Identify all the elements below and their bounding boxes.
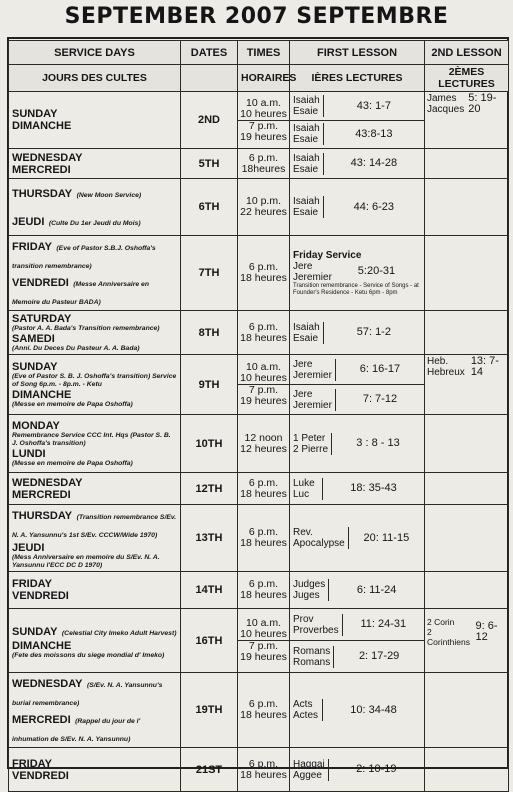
time-fr: 18 heures [240,272,287,284]
book-fr: Esaie [293,106,319,117]
book-fr: Apocalypse [293,538,345,549]
day-fr: MERCREDI [12,488,71,501]
day-fr: MERCREDI [12,714,71,726]
day-note: (Messe en memoire de Papa Oshoffa) [12,459,133,467]
time-fr: 18 heures [240,331,287,344]
header-lectures-2: 2ÈMES LECTURES [425,65,509,92]
reference: 11: 24-31 [360,618,407,630]
day-note: (Eve of Pastor S. B. J. Oshoffa's transition) Service of Song 6p.m. - 8p.m. - Ketu [12,372,177,388]
time-fr: 18 heures [240,709,287,721]
book-en: Prov [293,613,314,625]
day-fr: VENDREDI [12,277,69,289]
second-lesson-empty [425,415,509,473]
date-cell: 6TH [181,179,238,236]
day-fr: VENDREDI [12,769,69,782]
time-en: 7 p.m. [248,384,279,396]
book-fr: Jeremier [293,399,332,411]
day-note: (Celestial City Imeko Adult Harvest) [61,629,177,637]
date-cell: 19TH [181,673,238,748]
day-en: SUNDAY [12,360,58,373]
reference: 44: 6-23 [353,200,395,213]
day-note: (New Moon Service) [76,192,142,199]
date-cell: 10TH [181,415,238,473]
day-en: WEDNESDAY [12,678,83,690]
time-fr: 18 heures [240,537,287,549]
day-note: (Messe en memoire de Papa Oshoffa) [12,400,133,408]
book-en: Isaiah [293,95,320,106]
book-fr: Luc [293,488,310,500]
reference: 3 : 8 - 13 [356,437,400,449]
book-en: Acts [293,699,313,710]
day-fr: DIMANCHE [12,120,72,132]
reference: 7: 7-12 [362,393,398,405]
time-en: 6 p.m. [248,151,279,164]
second-book-fr: 2 Corinthiens [427,627,470,647]
time-en: 7 p.m. [248,119,279,132]
second-reference: 9: 6-12 [475,620,498,643]
book-fr: Proverbes [293,624,339,636]
second-reference: 5: 19-20 [468,92,497,115]
reference: 57: 1-2 [356,326,391,338]
second-lesson-empty [425,236,509,311]
day-note: (S/Ev. N. A. Yansunnu's burial remembrance) [12,682,163,707]
reference: 43:8-13 [355,127,393,140]
header-dates: DATES [181,41,238,65]
second-lesson-empty [425,473,509,505]
day-en: THURSDAY [12,188,73,200]
time-fr: 18 heures [240,768,287,781]
book-fr: Esaie [293,134,319,145]
header-first-lesson: FIRST LESSON [290,41,425,65]
second-lesson-empty [425,505,509,572]
table-row [9,149,509,179]
book-fr: Jeremier [293,369,332,381]
date-cell: 8TH [181,311,238,355]
day-fr: MERCREDI [12,163,71,176]
second-book-fr: Jacques [427,104,465,115]
book-fr: Juges [293,590,320,601]
time-fr: 12 heures [240,442,287,455]
day-fr: JEUDI [12,542,45,554]
book-fr: Esaie [293,163,319,175]
time-en: 10 a.m. [245,361,282,373]
reference: 6: 16-17 [359,363,401,375]
day-note: (Anni. Du Deces Du Pasteur A. A. Bada) [12,344,140,352]
time-en: 10 p.m. [245,195,282,207]
reference: 43: 14-28 [350,157,398,169]
book-fr: 2 Pierre [293,443,329,455]
book-fr: Jeremier [293,271,332,283]
table-row [9,609,509,673]
book-en: Isaiah [293,321,320,333]
time-en: 6 p.m. [248,261,279,273]
second-book-en: Heb. [427,356,449,367]
time-en: 6 p.m. [248,526,279,538]
day-en: FRIDAY [12,757,52,770]
table-row [9,748,509,792]
date-cell: 2ND [181,92,238,149]
second-lesson-empty [425,311,509,355]
time-fr: 10 heures [240,107,287,120]
book-en: Jere [293,260,313,272]
table-row [9,92,509,149]
book-en: Luke [293,477,315,489]
time-fr: 19 heures [240,395,287,407]
book-en: Haggai [293,758,325,770]
header-horaires: HORAIRES [238,65,290,92]
reference: 6: 11-24 [356,583,397,596]
reference: 20: 11-15 [363,531,410,544]
day-fr: LUNDI [12,447,46,460]
day-note: (Pastor A. A. Bada's Transition remembrance) [12,324,160,332]
day-note: (Messe Anniversaire en Memoire du Pasteur BADA) [12,281,149,306]
day-en: SUNDAY [12,625,58,638]
table-row [9,311,509,355]
day-en: FRIDAY [12,578,52,590]
date-cell: 14TH [181,572,238,609]
table-row [9,415,509,473]
header-lectures-1: IÈRES LECTURES [290,65,425,92]
time-en: 12 noon [244,431,283,444]
header-jours: JOURS DES CULTES [9,65,181,92]
day-en: SUNDAY [12,108,58,120]
time-fr: 18 heures [240,487,287,500]
service-note: Transition remembrance - Service of Songs - at Founder's Residence - Ketu 6pm - 8pm [293,282,419,296]
time-fr: 18 heures [240,589,287,601]
time-fr: 22 heures [240,206,287,218]
time-en: 6 p.m. [248,578,279,590]
second-lesson-empty [425,179,509,236]
day-en: FRIDAY [12,241,52,253]
time-fr: 10 heures [240,628,287,640]
book-en: Rev. [293,527,313,538]
day-note: (Fete des moissons du siege mondial d' Imeko) [12,651,165,659]
date-cell: 13TH [181,505,238,572]
table-row [9,236,509,311]
second-lesson-empty [425,748,509,792]
table-row [9,473,509,505]
header-service-days: SERVICE DAYS [9,41,181,65]
reference: 2: 10-19 [356,763,397,775]
book-fr: Esaie [293,332,319,344]
book-en: 1 Peter [293,432,326,444]
book-en: Isaiah [293,196,320,207]
date-cell: 21ST [181,748,238,792]
time-en: 6 p.m. [248,698,279,710]
reference: 43: 1-7 [356,99,391,112]
date-cell: 5TH [181,149,238,179]
table-row [9,673,509,748]
reference: 10: 34-48 [350,703,397,716]
book-en: Isaiah [293,152,320,164]
day-fr: JEUDI [12,216,45,228]
table-row [9,505,509,572]
book-fr: Romans [293,656,331,668]
book-en: Jere [293,358,313,370]
day-note: (Culte Du 1er Jeudi du Mois) [48,220,141,227]
second-lesson-empty [425,673,509,748]
day-note: (Mess Anniversaire en memoire du S/Ev. N. A. Yansunnu l'ECC DC D 1970) [12,554,160,569]
table-row [9,179,509,236]
date-cell: 7TH [181,236,238,311]
reference: 18: 35-43 [350,482,397,494]
day-en: WEDNESDAY [12,476,83,489]
service-label: Friday Service [293,249,362,261]
day-en: MONDAY [12,419,60,432]
second-lesson-empty [425,572,509,609]
time-fr: 18heures [241,162,286,175]
header-dates-blank [181,65,238,92]
day-en: WEDNESDAY [12,151,83,164]
table-row [9,355,509,415]
second-book-fr: Hebreux [427,367,465,378]
time-en: 10 a.m. [245,96,282,109]
book-en: Judges [293,579,326,590]
time-fr: 19 heures [240,130,287,143]
book-en: Jere [293,388,313,400]
day-fr: DIMANCHE [12,639,72,652]
day-note: (Transition remembrance S/Ev. N. A. Yansunnu's 1st S/Ev. CCCW/Wide 1970) [12,514,177,539]
day-fr: DIMANCHE [12,388,72,401]
time-fr: 10 heures [240,372,287,384]
book-en: Romans [293,645,331,657]
book-fr: Aggee [293,769,322,781]
date-cell: 16TH [181,609,238,673]
book-fr: Esaie [293,207,319,218]
day-en: SATURDAY [12,312,72,325]
reference: 5:20-31 [357,265,396,277]
schedule-table [8,40,509,792]
day-note: (Rappel du jour de l' inhumation de S/Ev. N. A. Yansunnu) [12,718,141,743]
time-en: 6 p.m. [248,757,279,770]
book-en: Isaiah [293,123,320,134]
time-en: 6 p.m. [248,320,279,333]
reference: 2: 17-29 [358,650,400,662]
day-note: Remembrance Service CCC Int. Hqs (Pastor S. B. J. Oshoffa's transition) [12,431,171,447]
day-fr: SAMEDI [12,332,55,345]
header-second-lesson: 2ND LESSON [425,41,509,65]
header-times: TIMES [238,41,290,65]
book-fr: Actes [293,710,319,721]
date-cell: 12TH [181,473,238,505]
second-lesson-empty [425,149,509,179]
time-fr: 19 heures [240,651,287,663]
time-en: 10 a.m. [245,617,282,629]
time-en: 6 p.m. [248,476,279,489]
second-book-en: James [427,93,457,104]
day-fr: VENDREDI [12,590,69,602]
second-reference: 13: 7-14 [470,355,499,378]
page-title: SEPTEMBER 2007 SEPTEMBRE [64,4,449,29]
second-book-en: 2 Corin [427,617,455,627]
time-en: 7 p.m. [248,640,279,652]
day-note: (Eve of Pastor S.B.J. Oshoffa's transition remembrance) [12,245,156,270]
table-row [9,572,509,609]
day-en: THURSDAY [12,510,73,522]
date-cell: 9TH [181,355,238,415]
